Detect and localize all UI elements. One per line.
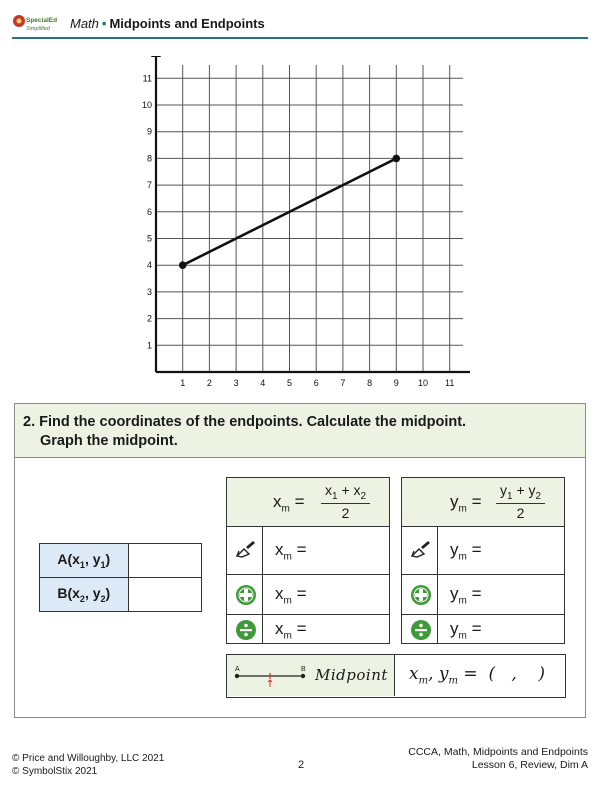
plus-circle-icon (410, 584, 432, 606)
title-separator: • (101, 16, 107, 31)
y-tick-label: 7 (146, 180, 152, 191)
x-formula-fraction: $\frac{x_1 + x_2}{2}$ (321, 482, 370, 521)
y-substitute-eq: $y_m$ = (450, 540, 482, 563)
icon-cell (402, 615, 438, 644)
y-tick-label: 1 (146, 340, 152, 351)
y-tick-label: 11 (142, 73, 152, 84)
x-tick-label: 8 (367, 378, 373, 386)
page-header (12, 8, 588, 38)
icon-cell (402, 575, 438, 614)
x-tick-label: 10 (417, 378, 429, 386)
course-line: CCCA, Math, Midpoints and Endpoints (408, 746, 588, 758)
x-tick-label: 3 (233, 378, 239, 386)
y-substitute-row (402, 526, 564, 574)
y-tick-label: 5 (146, 233, 152, 244)
question-line-2: Graph the midpoint. (40, 433, 178, 449)
x-substitute-row (227, 526, 389, 574)
question-line-1: 2. Find the coordinates of the endpoints. Calculate the midpoint. (23, 414, 467, 430)
x-tick-label: 4 (260, 378, 266, 386)
topic-label: Midpoints and Endpoints (109, 16, 265, 31)
segment-endpoint (393, 155, 401, 163)
y-divide-row (402, 614, 564, 644)
y-tick-label: 8 (146, 153, 152, 164)
plus-circle-icon (235, 584, 257, 606)
x-formula-header (227, 478, 389, 526)
x-formula-lhs: $x_m$ = (273, 492, 305, 515)
divide-circle-icon (410, 619, 432, 641)
x-add-row (227, 574, 389, 614)
svg-text:SpecialEd: SpecialEd (26, 17, 58, 24)
footer-course-info (408, 746, 588, 772)
icon-cell (402, 527, 438, 574)
midpoint-answer-box (226, 654, 566, 698)
x-midpoint-box (226, 477, 390, 644)
y-axis-arrow (151, 56, 161, 57)
problem-header (15, 404, 585, 458)
y-tick-label: 6 (146, 206, 152, 217)
icon-cell (227, 575, 263, 614)
divide-circle-icon (235, 619, 257, 641)
y-midpoint-box (401, 477, 565, 644)
y-divide-eq: $y_m$ = (450, 619, 482, 642)
y-formula-fraction: $\frac{y_1 + y_2}{2}$ (496, 482, 545, 521)
endpoint-a-label: $A(x_1$, $y_1$) (40, 544, 129, 578)
table-row (40, 578, 202, 612)
icon-cell (227, 527, 263, 574)
segment-label-b: B (301, 666, 306, 673)
y-add-row (402, 574, 564, 614)
problem-question (23, 413, 466, 451)
segment-label-a: A (235, 666, 240, 673)
y-formula-header (402, 478, 564, 526)
endpoints-table (39, 543, 202, 612)
table-row (40, 544, 202, 578)
endpoint-a-input[interactable] (128, 544, 201, 578)
midpoint-label-cell (227, 655, 395, 696)
lesson-line: Lesson 6, Review, Dim A (471, 759, 588, 771)
y-tick-label: 10 (141, 100, 152, 110)
x-tick-label: 5 (286, 378, 293, 386)
y-tick-label: 2 (146, 313, 152, 324)
copyright-line-1: © Price and Willoughby, LLC 2021 (12, 753, 165, 764)
segment-midpoint-icon (233, 663, 311, 691)
x-tick-label: 1 (180, 378, 186, 386)
x-tick-label: 9 (393, 378, 399, 386)
x-add-eq: $x_m$ = (275, 584, 307, 607)
page-title (70, 16, 265, 31)
x-tick-label: 7 (340, 378, 346, 386)
x-divide-eq: $x_m$ = (275, 619, 307, 642)
header-divider (12, 37, 588, 39)
x-divide-row (227, 614, 389, 644)
y-add-eq: $y_m$ = (450, 584, 482, 607)
page-number: 2 (298, 759, 305, 771)
pencil-write-icon (235, 539, 257, 559)
footer-copyright (12, 752, 164, 778)
icon-cell (227, 615, 263, 644)
publisher-logo (12, 12, 58, 34)
copyright-line-2: © SymbolStix 2021 (12, 766, 98, 777)
y-formula-lhs: $y_m$ = (450, 492, 482, 515)
coordinate-graph (140, 56, 470, 386)
y-tick-label: 9 (146, 126, 152, 137)
endpoint-b-label: $B(x_2$, $y_2$) (40, 578, 129, 612)
endpoint-b-input[interactable] (128, 578, 201, 612)
svg-text:Simplified: Simplified (26, 26, 50, 32)
x-tick-label: 11 (445, 378, 455, 386)
pencil-write-icon (410, 539, 432, 559)
segment-endpoint (179, 261, 187, 269)
subject-label: Math (70, 16, 99, 31)
x-tick-label: 2 (206, 378, 212, 386)
midpoint-answer[interactable]: $x_m$, $y_m$ = ( , ) (409, 664, 545, 687)
midpoint-word: Midpoint (315, 666, 388, 684)
y-tick-label: 4 (146, 260, 152, 271)
x-substitute-eq: $x_m$ = (275, 540, 307, 563)
y-tick-label: 3 (146, 286, 152, 297)
x-tick-label: 6 (313, 378, 319, 386)
